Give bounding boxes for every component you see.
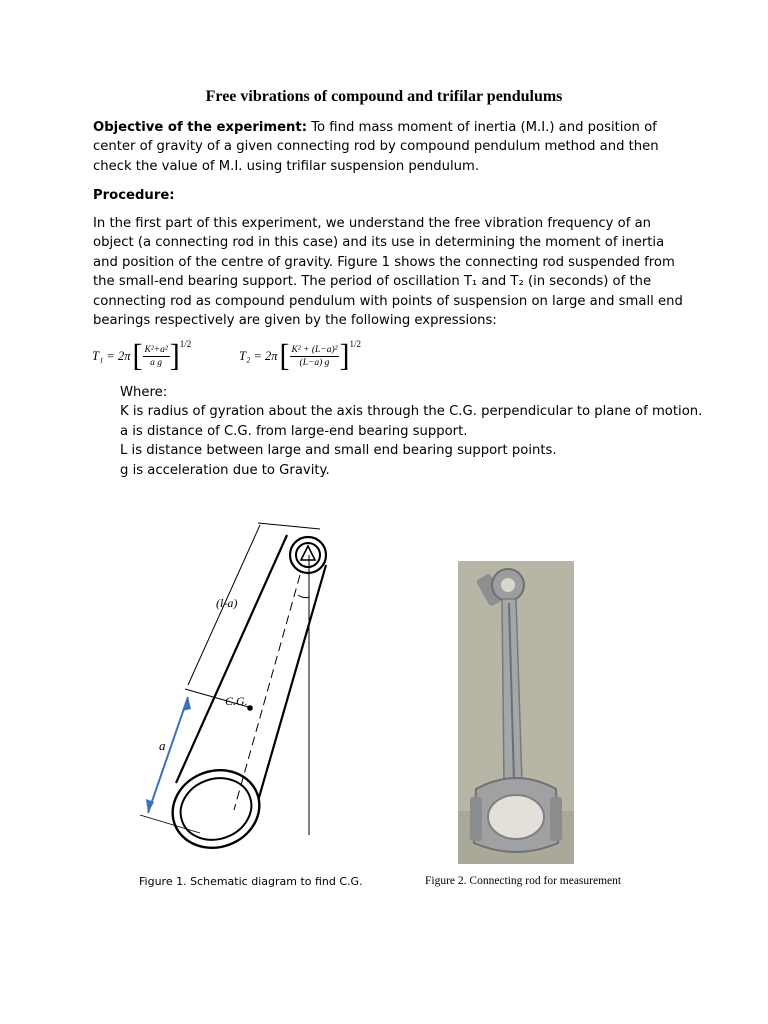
procedure-intro: In the first part of this experiment, we understand the free vibration frequency of an object (a connecting rod in this case) and its use in determining the moment of inertia and position of the centre of gravity. Figure 1 shows the connecting rod suspended from the small-end bearing support. The period of oscillation T₁ and T₂ (in seconds) of the connecting rod as compound pendulum with points of suspension on large and small end bearings respectively are given by the following expressions: <box>93 216 683 329</box>
figure2-caption: Figure 2. Connecting rod for measurement <box>425 875 622 887</box>
angle-arc <box>298 595 309 598</box>
large-end-outer <box>162 758 271 860</box>
page-title: Free vibrations of compound and trifilar pendulums <box>205 88 563 105</box>
figure1-caption: Figure 1. Schematic diagram to find C.G. <box>139 875 363 888</box>
formula-t2-power: 1/2 <box>349 339 361 349</box>
label-cg: C.G. <box>225 694 248 708</box>
where-label: Where: <box>120 385 168 400</box>
procedure-heading: Procedure: <box>93 188 175 203</box>
where-k: K is radius of gyration about the axis through the C.G. perpendicular to plane of motion. <box>120 404 703 420</box>
formula-t2 <box>239 338 361 373</box>
figure2-photo <box>458 561 574 864</box>
rod-left-edge <box>176 535 287 783</box>
formula-t1-numerator: K²+a² <box>144 344 168 355</box>
where-l: L is distance between large and small end bearing support points. <box>120 443 557 459</box>
formula-t1 <box>92 338 192 373</box>
bracket-close-icon: ] <box>339 338 350 373</box>
figure1-schematic <box>130 515 350 875</box>
formula-t1-lhs: T₁ = 2π <box>92 348 131 363</box>
formula-t1-power: 1/2 <box>179 339 192 349</box>
formula-t1-denominator: a g <box>150 357 163 368</box>
bracket-open-icon: [ <box>279 338 290 373</box>
objective-text: To find mass moment of inertia (M.I.) and position of center of gravity of a given connecting rod by compound pendulum method and then check the value of M.I. using trifilar suspension pendulum. <box>93 120 659 174</box>
rod-small-end-hole <box>501 578 515 592</box>
rod-right-edge <box>258 565 326 801</box>
label-l-minus-a: (l-a) <box>216 596 238 610</box>
label-a: a <box>159 738 166 753</box>
formula-t2-denominator: (L−a) g <box>299 357 330 368</box>
formula-t2-numerator: K² + (L−a)² <box>291 344 338 355</box>
where-g: g is acceleration due to Gravity. <box>120 462 330 478</box>
rod-big-end-bore <box>488 795 544 839</box>
rod-bolt-right <box>550 797 562 841</box>
where-a: a is distance of C.G. from large-end bearing support. <box>120 423 468 439</box>
bracket-open-icon: [ <box>132 338 143 373</box>
formula-t2-fraction <box>290 344 340 369</box>
cg-point <box>247 705 253 711</box>
formula-t1-fraction <box>143 344 170 369</box>
where-list <box>120 383 703 480</box>
formula-t2-lhs: T₂ = 2π <box>239 348 278 363</box>
objective-label: Objective of the experiment: <box>93 120 308 135</box>
rod-bolt-left <box>470 797 482 841</box>
objective-paragraph <box>93 118 683 176</box>
bracket-close-icon: ] <box>169 338 180 373</box>
dimension-tick-top <box>258 523 320 529</box>
